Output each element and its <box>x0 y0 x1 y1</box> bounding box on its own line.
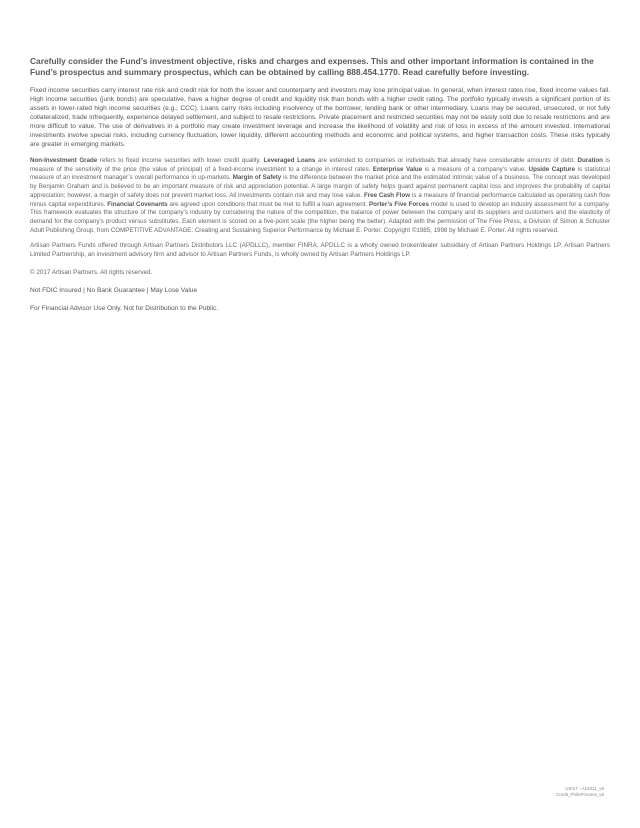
glossary-term: Margin of Safety <box>232 174 282 182</box>
risk-disclosure: Fixed income securities carry interest rate risk and credit risk for both the issuer and counterparty and investors may lose principal value. In general, when interest rates rise, fixed income values fall. High income securities (junk bonds) are speculative, have a higher degree of credit and liquidity risk than bonds with a higher credit rating. The portfolio typically invests a significant portion of its assets in lower-rated high income securities (e.g., CCC). Loans carry risks including insolvency of the borrower, lending bank or other intermediary. Loans may be secured, unsecured, or not fully collateralized, trade infrequently, experience delayed settlement, and subject to resale restrictions. Private placement and restricted securities may not be easily sold due to resale restrictions and are more difficult to value. The use of derivatives in a portfolio may create investment leverage and increase the likelihood of volatility and risk of loss in excess of the amount invested. International investments involve special risks, including currency fluctuation, lower liquidity, different accounting methods and economic and political systems, and higher transaction costs. These risks typically are greater in emerging markets. <box>30 87 610 148</box>
glossary-definition: are extended to companies or individuals that already have considerable amounts of debt. <box>315 157 578 164</box>
distributor-disclosure: Artisan Partners Funds offered through Artisan Partners Distributors LLC (APDLLC), member FINRA. APDLLC is a wholly owned broker/dealer subsidiary of Artisan Partners Holdings LP. Artisan Partners Limited Partnership, an investment advisory firm and advisor to Artisan Partners Funds, is wholly owned by Artisan Partners Holdings LP. <box>30 242 610 259</box>
glossary-paragraph <box>30 157 610 235</box>
document-code: US/17 - A16311_v5 <box>565 786 604 791</box>
glossary-term: Leveraged Loans <box>263 157 316 164</box>
document-code: Credit_PhiloProcess_v5 <box>555 792 604 797</box>
glossary-term: Financial Covenants <box>107 200 168 208</box>
prospectus-notice: Carefully consider the Fund’s investment objective, risks and charges and expenses. This and other important information is contained in the Fund’s prospectus and summary prospectus, which can be obtained by calling 888.454.1770. Read carefully before investing. <box>30 56 594 77</box>
copyright-notice: © 2017 Artisan Partners. All rights reserved. <box>30 268 153 276</box>
glossary-term: Duration <box>577 157 603 164</box>
glossary-definition: is measure of the sensitivity of the price (the value of principal) of a fixed-income investment to a change in interest rates. <box>30 157 611 173</box>
glossary-definition: is a measure of financial performance calculated as operating cash flow minus capital expenditures. <box>30 191 610 208</box>
glossary-term: Upside Capture <box>528 165 576 173</box>
glossary-definition: refers to fixed income securities with lower credit quality. <box>97 157 264 164</box>
glossary-term: Free Cash Flow <box>363 191 411 199</box>
glossary-definition: is the difference between the market price and the estimated intrinsic value of a business. The concept was developed by Benjamin Graham and is believed to be an important measure of risk and appreciation potential. A large margin of safety helps guard against permanent capital loss and improves the probability of capital appreciation; however, a margin of safety does not prevent market loss. All investments contain risk and may lose value. <box>30 174 610 199</box>
document-codes <box>556 786 604 798</box>
glossary-definition: is statistical measure of an investment manager’s overall performance in up-markets. <box>30 165 610 182</box>
advisor-use-notice: For Financial Advisor Use Only. Not for Distribution to the Public. <box>30 305 219 313</box>
glossary-definition: is a measure of a company’s value. <box>422 165 529 173</box>
glossary-definition: are agreed upon conditions that must be met to fulfill a loan agreement. <box>167 200 370 208</box>
fdic-notice: Not FDIC Insured | No Bank Guarantee | May Lose Value <box>30 287 198 295</box>
glossary-term: Enterprise Value <box>372 165 423 173</box>
glossary-term: Non-Investment Grade <box>30 157 98 164</box>
glossary-definition: model is used to develop an industry assessment for a company. This framework evaluates the structure of the company’s industry by considering the nature of the competition, the balance of power between the company and its suppliers and customers and the elasticity of demand for the company’s product versus substitutes. Each element is scored on a five-point scale (the higher being the better). Adapted with the permission of The Free Press, a Division of Simon & Schuster Adult Publishing Group, from COMPETITIVE ADVANTAGE: Creating and Sustaining Superior Performance by Michael E. Porter. Copyright ©1985, 1998 by Michael E. Porter. All rights reserved. <box>30 200 611 234</box>
glossary-term: Porter’s Five Forces <box>369 200 429 208</box>
